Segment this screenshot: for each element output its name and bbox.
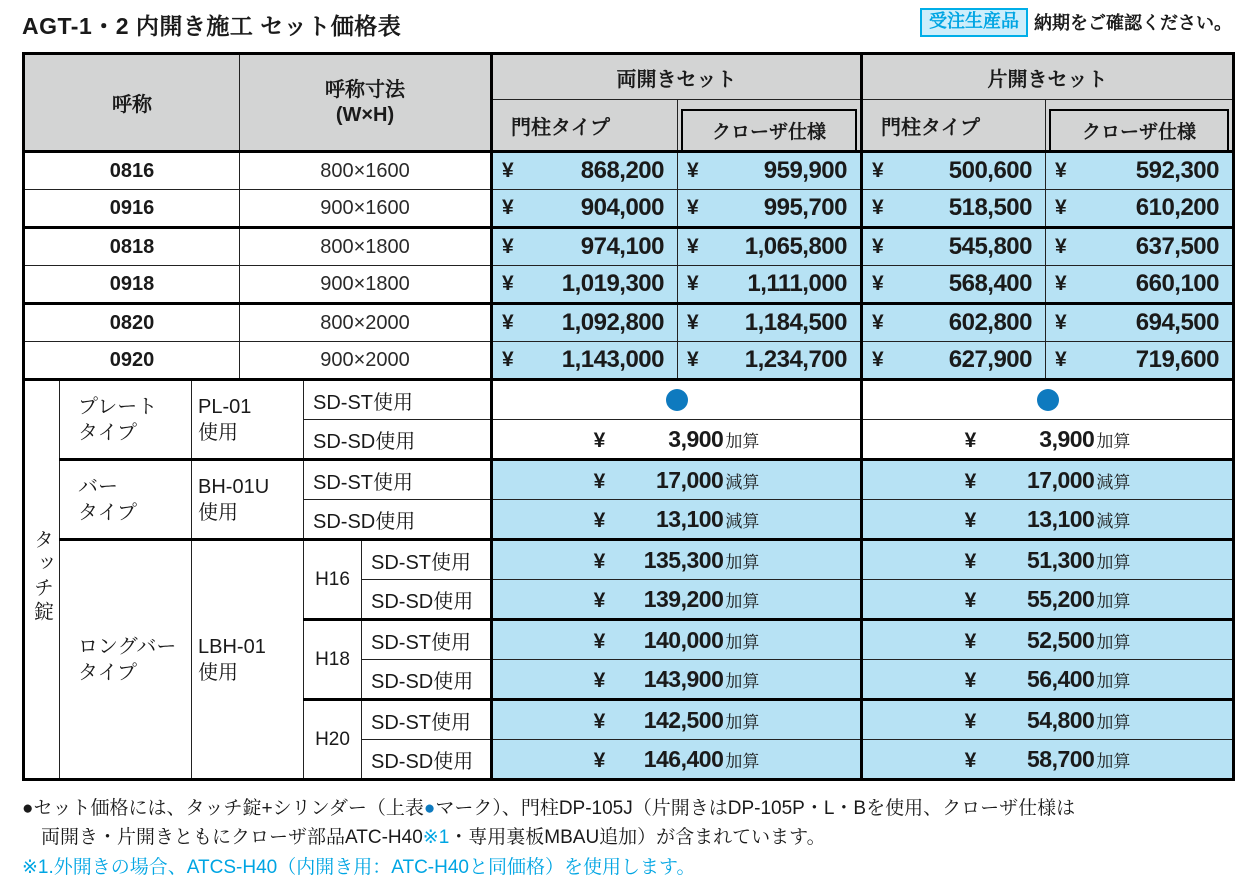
yen-symbol: ¥ [593, 588, 606, 612]
dimension-cell: 800×1600 [240, 152, 492, 190]
cell-line1: LBH-01 [198, 635, 266, 658]
adjustment-suffix: 加算 [1096, 671, 1131, 691]
yen-symbol: ¥ [593, 709, 606, 733]
yen-symbol: ¥ [593, 668, 606, 692]
closer-spec-box: クローザ仕様 [1049, 109, 1229, 150]
cylinder-option-cell: SD-ST使用 [304, 460, 492, 500]
model-name-cell: 0816 [24, 152, 240, 190]
cylinder-option-cell: SD-ST使用 [362, 620, 492, 660]
size-row [24, 342, 1234, 380]
price-amount: 1,019,300 [561, 270, 665, 297]
lock-type-cell [60, 540, 192, 780]
touch-lock-row [24, 380, 1234, 420]
yen-symbol: ¥ [593, 549, 606, 573]
price-amount: 1,184,500 [744, 309, 848, 336]
price-value [678, 233, 860, 261]
price-cell [1046, 342, 1234, 380]
adjustment-value [493, 746, 860, 773]
cylinder-option-cell: SD-SD使用 [304, 500, 492, 540]
dimension-cell: 900×1600 [240, 190, 492, 228]
yen-symbol: ¥ [872, 159, 884, 182]
yen-symbol: ¥ [593, 469, 606, 493]
cell-line1: BH-01U [198, 475, 270, 498]
yen-symbol: ¥ [502, 235, 514, 258]
adjustment-cell [492, 500, 862, 540]
footnote-line1-pre: ●セット価格には、タッチ錠+シリンダー（上表 [22, 798, 424, 819]
yen-symbol: ¥ [502, 196, 514, 219]
price-value [493, 309, 677, 337]
price-amount: 637,500 [1135, 233, 1220, 260]
cell-line1: PL-01 [198, 395, 252, 418]
lock-type-cell [60, 380, 192, 460]
yen-symbol: ¥ [872, 348, 884, 371]
price-cell [492, 152, 678, 190]
yen-symbol: ¥ [1055, 311, 1067, 334]
yen-symbol: ¥ [964, 629, 977, 653]
price-value [1046, 157, 1232, 185]
dimension-cell: 900×1800 [240, 266, 492, 304]
model-name-cell: 0818 [24, 228, 240, 266]
adjustment-cell [862, 540, 1234, 580]
adjustment-amount: 55,200 [1027, 585, 1095, 612]
footnotes [22, 795, 1232, 883]
yen-symbol: ¥ [593, 428, 606, 452]
yen-symbol: ¥ [872, 311, 884, 334]
adjustment-cell [492, 420, 862, 460]
col-header-single-closer [1046, 100, 1234, 152]
adjustment-suffix: 減算 [725, 511, 760, 531]
dimension-cell: 800×1800 [240, 228, 492, 266]
model-name-cell: 0916 [24, 190, 240, 228]
adjustment-amount: 146,400 [643, 745, 724, 772]
adjustment-value [493, 547, 860, 574]
adjustment-value [493, 467, 860, 494]
adjustment-value [863, 506, 1232, 533]
adjustment-suffix: 加算 [725, 431, 760, 451]
touch-lock-section-label-cell [24, 380, 60, 780]
price-amount: 627,900 [948, 346, 1033, 373]
price-value [863, 194, 1045, 222]
adjustment-amount: 139,200 [643, 585, 724, 612]
adjustment-cell [862, 740, 1234, 780]
price-value [863, 233, 1045, 261]
lock-model-cell [192, 460, 304, 540]
adjustment-suffix: 減算 [1096, 472, 1131, 492]
cylinder-option-cell: SD-ST使用 [362, 700, 492, 740]
adjustment-value [863, 666, 1232, 693]
adjustment-value [863, 746, 1232, 773]
yen-symbol: ¥ [964, 508, 977, 532]
made-to-order-badge: 受注生産品 [920, 8, 1028, 37]
adjustment-value [493, 506, 860, 533]
size-row [24, 228, 1234, 266]
price-cell [492, 304, 678, 342]
adjustment-cell [492, 660, 862, 700]
price-cell [492, 342, 678, 380]
yen-symbol: ¥ [1055, 196, 1067, 219]
order-badge-group [920, 8, 1232, 37]
adjustment-cell [492, 740, 862, 780]
price-value [1046, 270, 1232, 298]
adjustment-amount: 51,300 [1027, 546, 1095, 573]
cylinder-option-cell: SD-ST使用 [304, 380, 492, 420]
yen-symbol: ¥ [593, 629, 606, 653]
price-amount: 1,111,000 [747, 270, 848, 297]
cell-line1: バー [78, 475, 118, 498]
dimension-cell: 800×2000 [240, 304, 492, 342]
price-amount: 500,600 [948, 157, 1033, 184]
yen-symbol: ¥ [964, 748, 977, 772]
adjustment-cell [862, 620, 1234, 660]
col-header-size-line1: 呼称寸法 [325, 78, 405, 101]
lock-model-cell [192, 540, 304, 780]
price-value [1046, 233, 1232, 261]
price-amount: 1,065,800 [744, 233, 848, 260]
price-table [22, 52, 1235, 781]
adjustment-amount: 56,400 [1027, 665, 1095, 692]
price-cell [1046, 266, 1234, 304]
size-row [24, 304, 1234, 342]
price-amount: 694,500 [1135, 309, 1220, 336]
touch-lock-rows [24, 380, 1234, 780]
yen-symbol: ¥ [964, 709, 977, 733]
yen-symbol: ¥ [964, 428, 977, 452]
closer-spec-box: クローザ仕様 [681, 109, 857, 150]
adjustment-amount: 17,000 [1027, 466, 1095, 493]
adjustment-amount: 54,800 [1027, 706, 1095, 733]
height-variant-cell: H18 [304, 620, 362, 700]
price-value [678, 346, 860, 374]
cylinder-option-cell: SD-SD使用 [362, 740, 492, 780]
footnote-line2-pre: 両開き・片開きともにクローザ部品ATC-H40 [41, 826, 423, 848]
cylinder-option-cell: SD-ST使用 [362, 540, 492, 580]
adjustment-value [863, 426, 1232, 453]
adjustment-value [863, 627, 1232, 654]
adjustment-amount: 142,500 [643, 706, 724, 733]
included-dot-cell [492, 380, 862, 420]
price-cell [678, 228, 862, 266]
price-cell [1046, 190, 1234, 228]
adjustment-cell [492, 580, 862, 620]
included-dot-cell [862, 380, 1234, 420]
included-dot-icon [1037, 389, 1059, 411]
price-value [863, 309, 1045, 337]
adjustment-amount: 52,500 [1027, 626, 1095, 653]
adjustment-amount: 13,100 [656, 505, 724, 532]
price-value [863, 157, 1045, 185]
price-value [493, 194, 677, 222]
price-cell [862, 304, 1046, 342]
yen-symbol: ¥ [502, 159, 514, 182]
col-header-single-post: 門柱タイプ [862, 100, 1046, 152]
price-cell [678, 304, 862, 342]
price-cell [678, 190, 862, 228]
adjustment-amount: 17,000 [656, 466, 724, 493]
adjustment-amount: 135,300 [643, 546, 724, 573]
price-cell [862, 190, 1046, 228]
price-value [493, 233, 677, 261]
adjustment-cell [862, 660, 1234, 700]
price-amount: 904,000 [580, 194, 665, 221]
cylinder-option-cell: SD-SD使用 [304, 420, 492, 460]
adjustment-suffix: 加算 [1096, 751, 1131, 771]
cell-line1: ロングバー [78, 635, 177, 658]
price-value [863, 270, 1045, 298]
adjustment-value [863, 586, 1232, 613]
price-value [678, 270, 860, 298]
cell-line2: タイプ [78, 661, 137, 684]
title-bar [22, 8, 1232, 42]
price-value [678, 309, 860, 337]
price-amount: 995,700 [763, 194, 848, 221]
footnote-ref-mark: ※1 [422, 826, 450, 848]
price-value [493, 157, 677, 185]
model-name-cell: 0920 [24, 342, 240, 380]
price-cell [492, 266, 678, 304]
footnote-line2 [22, 824, 1232, 853]
adjustment-suffix: 加算 [725, 591, 760, 611]
lock-type-cell [60, 460, 192, 540]
footnote-line2-post: ・専用裏板MBAU追加）が含まれています。 [449, 826, 826, 848]
col-header-name: 呼称 [24, 54, 240, 152]
price-amount: 1,092,800 [561, 309, 665, 336]
yen-symbol: ¥ [593, 508, 606, 532]
price-cell [678, 152, 862, 190]
price-cell [678, 266, 862, 304]
adjustment-suffix: 減算 [725, 472, 760, 492]
adjustment-cell [862, 580, 1234, 620]
price-amount: 974,100 [580, 233, 665, 260]
adjustment-cell [492, 620, 862, 660]
adjustment-suffix: 加算 [725, 671, 760, 691]
yen-symbol: ¥ [964, 549, 977, 573]
cell-line2: タイプ [78, 501, 137, 524]
adjustment-amount: 140,000 [643, 626, 724, 653]
price-cell [1046, 228, 1234, 266]
adjustment-value [493, 707, 860, 734]
col-header-double-post: 門柱タイプ [492, 100, 678, 152]
yen-symbol: ¥ [872, 196, 884, 219]
adjustment-amount: 13,100 [1027, 505, 1095, 532]
yen-symbol: ¥ [502, 348, 514, 371]
price-cell [862, 228, 1046, 266]
adjustment-cell [492, 460, 862, 500]
dimension-cell: 900×2000 [240, 342, 492, 380]
price-cell [862, 152, 1046, 190]
adjustment-amount: 58,700 [1027, 745, 1095, 772]
yen-symbol: ¥ [872, 235, 884, 258]
col-header-single-set: 片開きセット [862, 54, 1234, 100]
adjustment-suffix: 加算 [725, 751, 760, 771]
cylinder-option-cell: SD-SD使用 [362, 660, 492, 700]
model-name-cell: 0820 [24, 304, 240, 342]
size-row [24, 266, 1234, 304]
cell-line1: プレート [78, 395, 158, 418]
adjustment-value [493, 586, 860, 613]
blue-dot-mark: ● [423, 798, 436, 819]
price-amount: 1,143,000 [561, 346, 665, 373]
yen-symbol: ¥ [687, 159, 699, 182]
adjustment-cell [862, 500, 1234, 540]
price-amount: 518,500 [948, 194, 1033, 221]
price-value [678, 157, 860, 185]
height-variant-cell: H16 [304, 540, 362, 620]
yen-symbol: ¥ [1055, 235, 1067, 258]
price-cell [678, 342, 862, 380]
col-header-size-line2: (W×H) [335, 103, 395, 126]
touch-lock-section-label: タッチ錠 [30, 529, 53, 625]
price-value [1046, 309, 1232, 337]
col-header-double-closer [678, 100, 862, 152]
adjustment-value [493, 426, 860, 453]
price-value [493, 270, 677, 298]
price-cell [492, 190, 678, 228]
price-amount: 592,300 [1135, 157, 1220, 184]
price-amount: 545,800 [948, 233, 1033, 260]
yen-symbol: ¥ [1055, 159, 1067, 182]
adjustment-value [493, 627, 860, 654]
footnote-line1-post: マーク）、門柱DP-105J（片開きはDP-105P・L・Bを使用、クローザ仕様は [435, 798, 1076, 819]
yen-symbol: ¥ [687, 272, 699, 295]
yen-symbol: ¥ [872, 272, 884, 295]
price-value [1046, 194, 1232, 222]
adjustment-amount: 3,900 [1039, 425, 1095, 452]
price-value [1046, 346, 1232, 374]
adjustment-cell [862, 460, 1234, 500]
yen-symbol: ¥ [593, 748, 606, 772]
yen-symbol: ¥ [687, 348, 699, 371]
price-cell [1046, 304, 1234, 342]
price-value [678, 194, 860, 222]
yen-symbol: ¥ [964, 588, 977, 612]
adjustment-suffix: 加算 [1096, 632, 1131, 652]
price-amount: 1,234,700 [744, 346, 848, 373]
price-value [493, 346, 677, 374]
size-price-rows [24, 152, 1234, 380]
yen-symbol: ¥ [1055, 348, 1067, 371]
delivery-note: 納期をご確認ください。 [1034, 13, 1232, 34]
adjustment-value [863, 707, 1232, 734]
adjustment-amount: 143,900 [643, 665, 724, 692]
adjustment-suffix: 減算 [1096, 511, 1131, 531]
adjustment-cell [492, 700, 862, 740]
adjustment-suffix: 加算 [725, 712, 760, 732]
included-dot-icon [666, 389, 688, 411]
price-amount: 868,200 [580, 157, 665, 184]
cell-line2: 使用 [198, 421, 238, 444]
touch-lock-row [24, 540, 1234, 580]
footnote-line3: ※1.外開きの場合、ATCS-H40（内開き用：ATC-H40と同価格）を使用します。 [22, 857, 696, 878]
touch-lock-row [24, 460, 1234, 500]
yen-symbol: ¥ [964, 469, 977, 493]
adjustment-value [863, 547, 1232, 574]
yen-symbol: ¥ [687, 196, 699, 219]
cell-line2: タイプ [78, 421, 137, 444]
col-header-double-set: 両開きセット [492, 54, 862, 100]
price-amount: 568,400 [948, 270, 1033, 297]
adjustment-suffix: 加算 [725, 632, 760, 652]
price-cell [862, 342, 1046, 380]
page-title: AGT-1・2 内開き施工 セット価格表 [22, 13, 402, 39]
footnote-line1 [22, 795, 1232, 824]
price-amount: 719,600 [1135, 346, 1220, 373]
yen-symbol: ¥ [687, 235, 699, 258]
size-row [24, 152, 1234, 190]
yen-symbol: ¥ [1055, 272, 1067, 295]
col-header-size [240, 54, 492, 152]
price-cell [862, 266, 1046, 304]
yen-symbol: ¥ [502, 311, 514, 334]
adjustment-cell [862, 420, 1234, 460]
price-cell [1046, 152, 1234, 190]
adjustment-cell [862, 700, 1234, 740]
adjustment-suffix: 加算 [1096, 552, 1131, 572]
price-amount: 602,800 [948, 309, 1033, 336]
price-value [863, 346, 1045, 374]
height-variant-cell: H20 [304, 700, 362, 780]
adjustment-value [863, 467, 1232, 494]
price-amount: 660,100 [1135, 270, 1220, 297]
adjustment-cell [492, 540, 862, 580]
size-row [24, 190, 1234, 228]
adjustment-value [493, 666, 860, 693]
yen-symbol: ¥ [687, 311, 699, 334]
price-amount: 610,200 [1135, 194, 1220, 221]
cell-line2: 使用 [198, 501, 238, 524]
price-cell [492, 228, 678, 266]
price-amount: 959,900 [763, 157, 848, 184]
adjustment-suffix: 加算 [1096, 712, 1131, 732]
cylinder-option-cell: SD-SD使用 [362, 580, 492, 620]
model-name-cell: 0918 [24, 266, 240, 304]
yen-symbol: ¥ [502, 272, 514, 295]
cell-line2: 使用 [198, 661, 238, 684]
adjustment-suffix: 加算 [725, 552, 760, 572]
adjustment-suffix: 加算 [1096, 591, 1131, 611]
lock-model-cell [192, 380, 304, 460]
adjustment-amount: 3,900 [668, 425, 724, 452]
adjustment-suffix: 加算 [1096, 431, 1131, 451]
yen-symbol: ¥ [964, 668, 977, 692]
